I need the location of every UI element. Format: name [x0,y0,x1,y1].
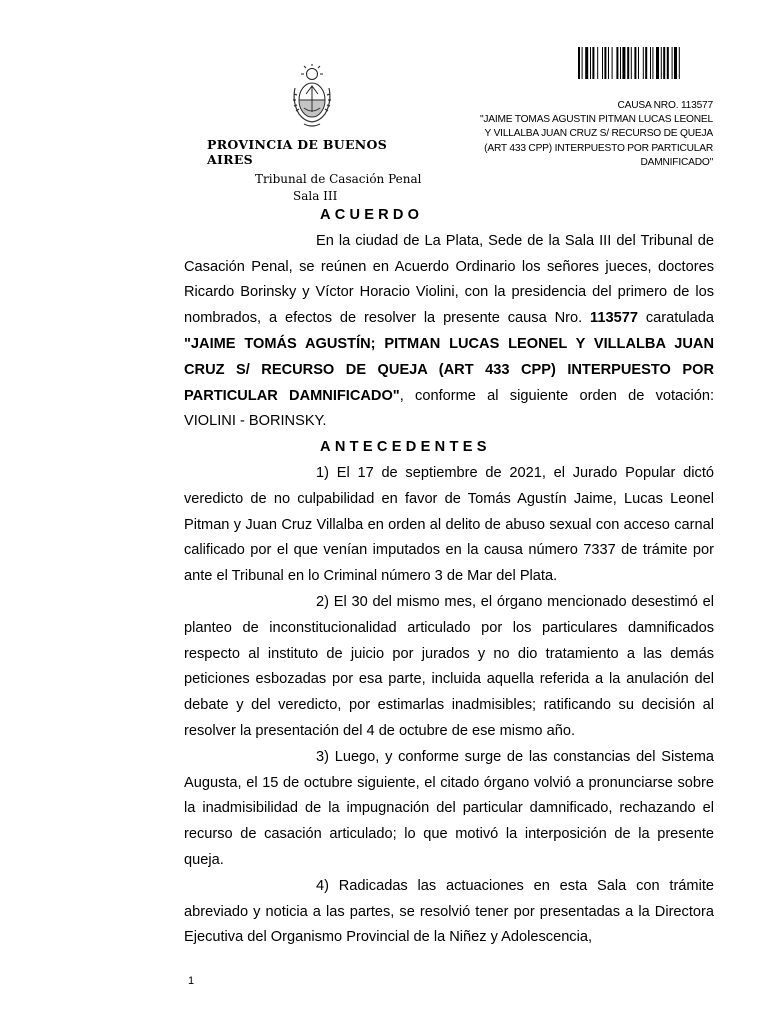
case-caption-line: CAUSA NRO. 113577 [617,100,713,111]
paragraph: 3) Luego, y conforme surge de las constancias del Sistema Augusta, el 15 de octubre siguiente, el citado órgano volvió a pronunciarse sobre la inadmisibilidad de la impugnación del particular damnificado, rechazando el recurso de casación articulado; lo que motivó la interposición de la presente queja. [184,748,714,868]
intro-text: , conforme al siguiente orden de votación: VIOLINI - BORINSKY. [184,387,714,430]
intro-text: caratulada [637,310,714,327]
case-caption-line: (ART 433 CPP) INTERPUESTO POR PARTICULAR [484,142,713,154]
paragraph: 2) El 30 del mismo mes, el órgano mencionado desestimó el planteo de inconstitucionalidad articulado por los particulares damnificados respecto al instituto de juicio por jurados y no dio tratamiento a las demás peticiones esbozadas por esa parte, incluida aquella referida a la anulación del debate y del veredicto, por estimarlas inadmisibles; ratificando su decisión al resolver la presentación del 4 de octubre de ese mismo año. [184,593,714,739]
paragraph: 4) Radicadas las actuaciones en esta Sala con trámite abreviado y noticia a las partes, se resolvió tener por presentadas a la Directora Ejecutiva del Organismo Provincial de la Niñez y Adolescencia, [184,877,714,946]
case-title: "JAIME TOMÁS AGUSTÍN; PITMAN LUCAS LEONEL Y VILLALBA JUAN CRUZ S/ RECURSO DE QUEJA (ART 433 CPP) INTERPUESTO POR PARTICULAR DAMNIFICADO" [184,335,714,404]
case-caption-line: Y VILLALBA JUAN CRUZ S/ RECURSO DE QUEJA [484,128,713,140]
court-header [207,137,427,203]
coat-of-arms-seal [290,64,334,128]
acuerdo-heading: ACUERDO [320,207,424,223]
province-name: PROVINCIA DE BUENOS AIRES [207,137,388,167]
intro-paragraph [184,229,714,435]
case-caption-line: DAMNIFICADO" [640,156,713,168]
intro-text: En la ciudad de La Plata, Sede de la Sala III del Tribunal de Casación Penal, se reúnen en Acuerdo Ordinario los señores jueces, doctores Ricardo Borinsky y Víctor Horacio Violini, con la presidencia del primero de los nombrados, a efectos de resolver la presente causa Nro. [184,232,714,327]
paragraph: 1) El 17 de septiembre de 2021, el Jurado Popular dictó veredicto de no culpabilidad en favor de Tomás Agustín Jaime, Lucas Leonel Pitman y Juan Cruz Villalba en orden al delito de abuso sexual con acceso carnal calificado por el que venían imputados en la causa número 7337 de trámite por ante el Tribunal en lo Criminal número 3 de Mar del Plata. [184,464,714,585]
antecedentes-heading: ANTECEDENTES [320,439,491,456]
barcode [578,47,710,79]
tribunal-name: Tribunal de Casación Penal [255,172,422,186]
page-number: 1 [188,975,195,987]
case-caption-line: "JAIME TOMAS AGUSTIN PITMAN LUCAS LEONEL [479,114,713,126]
sala-name: Sala III [293,189,338,203]
document-body [184,203,714,951]
case-number: 113577 [590,310,638,327]
case-caption [430,99,713,170]
